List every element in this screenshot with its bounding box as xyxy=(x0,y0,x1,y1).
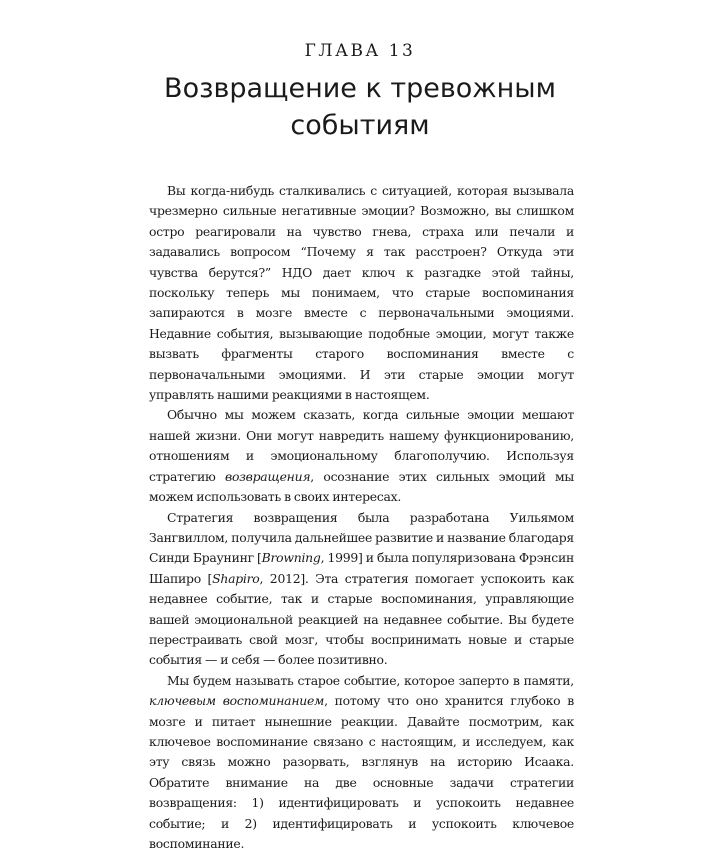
italic-text: ключевым воспоминанием xyxy=(149,693,325,709)
italic-text: возвращения xyxy=(224,468,311,484)
text-run: Мы будем называть старое событие, которое заперто в памяти, xyxy=(167,672,574,688)
text-run: , 2012]. Эта стратегия помогает успокоить как недавнее событие, так и старые воспоминания, управляющие вашей эмоциональной реакцией на недавнее событие. Вы будете перестраивать свой мозг, чтобы воспринимать новые и старые события — и себя — более позитивно. xyxy=(149,570,574,668)
paragraph xyxy=(149,671,574,854)
paragraph xyxy=(149,508,574,671)
paragraph xyxy=(149,405,574,507)
text-run: , потому что оно хранится глубоко в мозге и питает нынешние реакции. Давайте посмотрим, как ключевое воспоминание связано с настоящим, и исследуем, как эту связь можно разорвать, взглянув на историю Исаака. Обратите внимание на две основные задачи стратегии возвращения: 1) идентифицировать и успокоить недавнее событие; и 2) идентифицировать и успокоить ключевое воспоминание. xyxy=(149,693,574,851)
text-run: Обычно мы можем сказать, когда сильные эмоции мешают нашей жизни. Они могут навредить нашему функционированию, отношениям и эмоциональному благополучию. Используя стратегию xyxy=(149,407,574,484)
italic-text: Browning xyxy=(261,550,321,566)
paragraph xyxy=(149,181,574,405)
text-run: , 1999] и была популяризована Фрэнсин Шапиро [ xyxy=(149,550,574,586)
text-run: Стратегия возвращения была разработана Уильямом Зангвиллом, получила дальнейшее развитие и название благодаря Синди Браунинг [ xyxy=(149,509,574,566)
italic-text: Shapiro xyxy=(212,570,260,586)
chapter-label: ГЛАВА 13 xyxy=(304,41,416,61)
text-run: Вы когда-нибудь сталкивались с ситуацией, которая вызывала чрезмерно сильные негативные эмоции? Возможно, вы слишком остро реагировали на чувство гнева, страха или печали и задавались вопросом “Почему я так расстроен? Откуда эти чувства берутся?” НДО дает ключ к разгадке этой тайны, поскольку теперь мы понимаем, что старые воспоминания запираются в мозге вместе с первоначальными эмоциями. Недавние события, вызывающие подобные эмоции, могут также вызвать фрагменты старого воспоминания вместе с первоначальными эмоциями. И эти старые эмоции могут управлять нашими реакциями в настоящем. xyxy=(149,183,574,403)
chapter-title: Возвращение к тревожным событиям xyxy=(164,73,556,141)
text-run: , осознание этих сильных эмоций мы можем использовать в своих интересах. xyxy=(149,468,574,505)
body-text xyxy=(149,181,574,854)
